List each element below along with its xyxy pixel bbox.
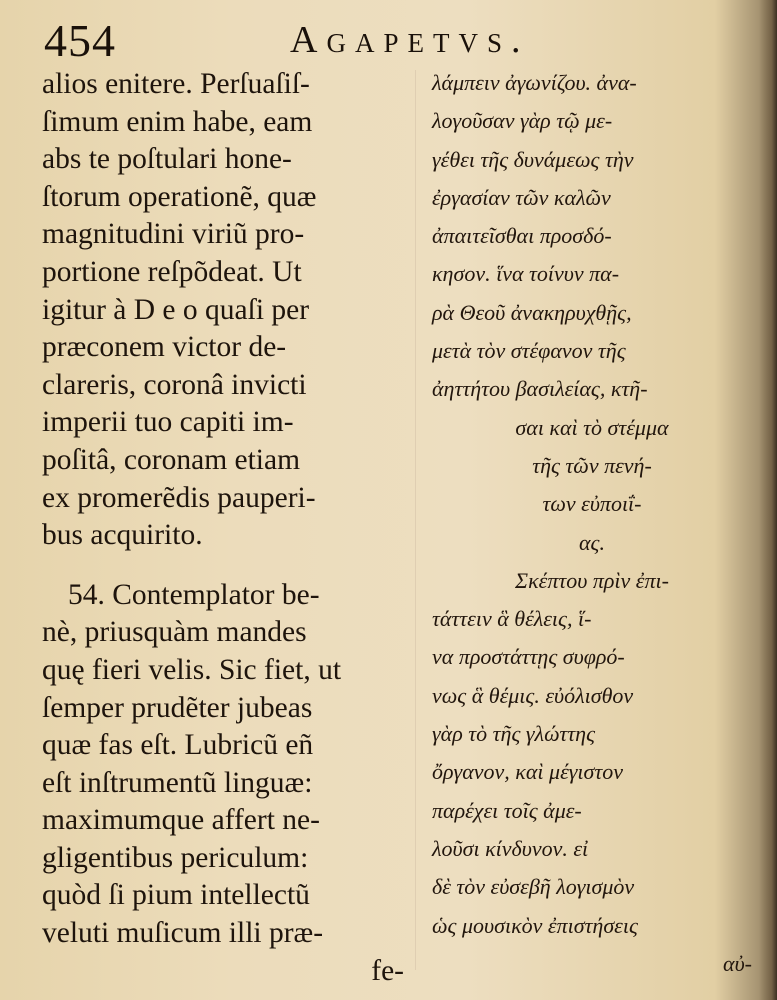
latin-line: præconem victor de- — [42, 331, 287, 364]
greek-line: των εὐποιΐ- — [542, 491, 642, 517]
latin-section-line: 54. Contemplator be- — [68, 578, 320, 611]
latin-line: clareris, coronâ invicti — [42, 368, 307, 401]
greek-section-line: Σκέπτου πρὶν ἐπι- — [515, 567, 669, 593]
page-header — [40, 12, 760, 72]
greek-section-line: παρέχει τοῖς ἀμε- — [432, 797, 582, 823]
greek-line: κησον. ἵνα τοίνυν πα- — [432, 261, 620, 287]
latin-line: portione reſpõdeat. Ut — [42, 255, 302, 288]
greek-section-number: ας. — [579, 529, 605, 555]
greek-line: τῆς τῶν πενή- — [532, 452, 652, 478]
greek-line: ἐργασίαν τῶν καλῶν — [432, 184, 611, 210]
latin-section-line: gligentibus periculum: — [42, 841, 309, 874]
page-edge-shadow — [759, 0, 777, 1000]
greek-line: ἀηττήτου βασιλείας, κτῆ- — [432, 376, 648, 402]
latin-section-line: veluti muſicum illi præ- — [42, 917, 324, 950]
latin-line: magnitudini viriũ pro- — [42, 218, 305, 251]
running-title: Agapetvs. — [290, 19, 530, 61]
latin-section-line: quę fieri velis. Sic fiet, ut — [42, 653, 342, 686]
greek-line: λάμπειν ἀγωνίζου. ἀνα- — [432, 70, 637, 95]
greek-section-line: νως ἃ θέμις. εὐόλισθον — [432, 682, 634, 708]
section-gap — [42, 555, 404, 577]
greek-line: ρὰ Θεοῦ ἀνακηρυχθῇς, — [432, 299, 632, 325]
latin-line: ex promerẽdis pauperi- — [42, 481, 316, 514]
greek-line: ἀπαιτεῖσθαι προσδό- — [432, 223, 612, 249]
greek-line: γέθει τῆς δυνάμεως τὴν — [432, 146, 634, 172]
latin-section-line: eſt inſtrumentũ linguæ: — [42, 766, 313, 799]
latin-line: ſtorum operationẽ, quæ — [42, 180, 317, 213]
greek-section-line: γὰρ τὸ τῆς γλώττης — [432, 721, 596, 747]
greek-section-line: δὲ τὸν εὐσεβῆ λογισμὸν — [432, 874, 635, 900]
greek-line: λογοῦσαν γὰρ τῷ με- — [432, 108, 613, 134]
latin-section-line: maximumque affert ne- — [42, 804, 320, 837]
latin-section-line: ſemper prudẽter jubeas — [42, 691, 313, 724]
greek-section-line: ὄργανον, καὶ μέγιστον — [432, 759, 624, 785]
greek-section-line: λοῦσι κίνδυνον. εἰ — [432, 835, 589, 861]
latin-section-line: nè, priusquàm mandes — [42, 616, 307, 649]
latin-line: poſitâ, coronam etiam — [42, 443, 301, 476]
greek-section-line: τάττειν ἃ θέλεις, ἵ- — [432, 606, 592, 632]
latin-line: igitur à D e o quaſi per — [42, 293, 310, 326]
latin-line: imperii tuo capiti im- — [42, 406, 294, 439]
latin-section-line: quæ fas eſt. Lubricũ eñ — [42, 729, 314, 762]
latin-line: abs te poſtulari hone- — [42, 143, 292, 176]
greek-section-line: να προστάττῃς συφρό- — [432, 644, 625, 670]
latin-section-line: quòd ſi pium intellectũ — [42, 879, 310, 912]
latin-line: ſimum enim habe, eam — [42, 105, 313, 138]
page-number: 454 — [44, 15, 116, 66]
greek-column — [432, 64, 752, 983]
greek-line: σαι καὶ τὸ στέμμα — [515, 414, 669, 440]
greek-catchword: αὐ- — [723, 950, 752, 976]
greek-line: μετὰ τὸν στέφανον τῆς — [432, 338, 626, 364]
latin-line: alios enitere. Perſuaſiſ- — [42, 68, 310, 100]
latin-column — [42, 66, 404, 990]
column-gutter — [415, 70, 416, 970]
latin-line: bus acquirito. — [42, 519, 203, 552]
latin-catchword: fe- — [371, 954, 404, 987]
greek-section-line: ὡς μουσικὸν ἐπιστήσεις — [432, 912, 638, 938]
